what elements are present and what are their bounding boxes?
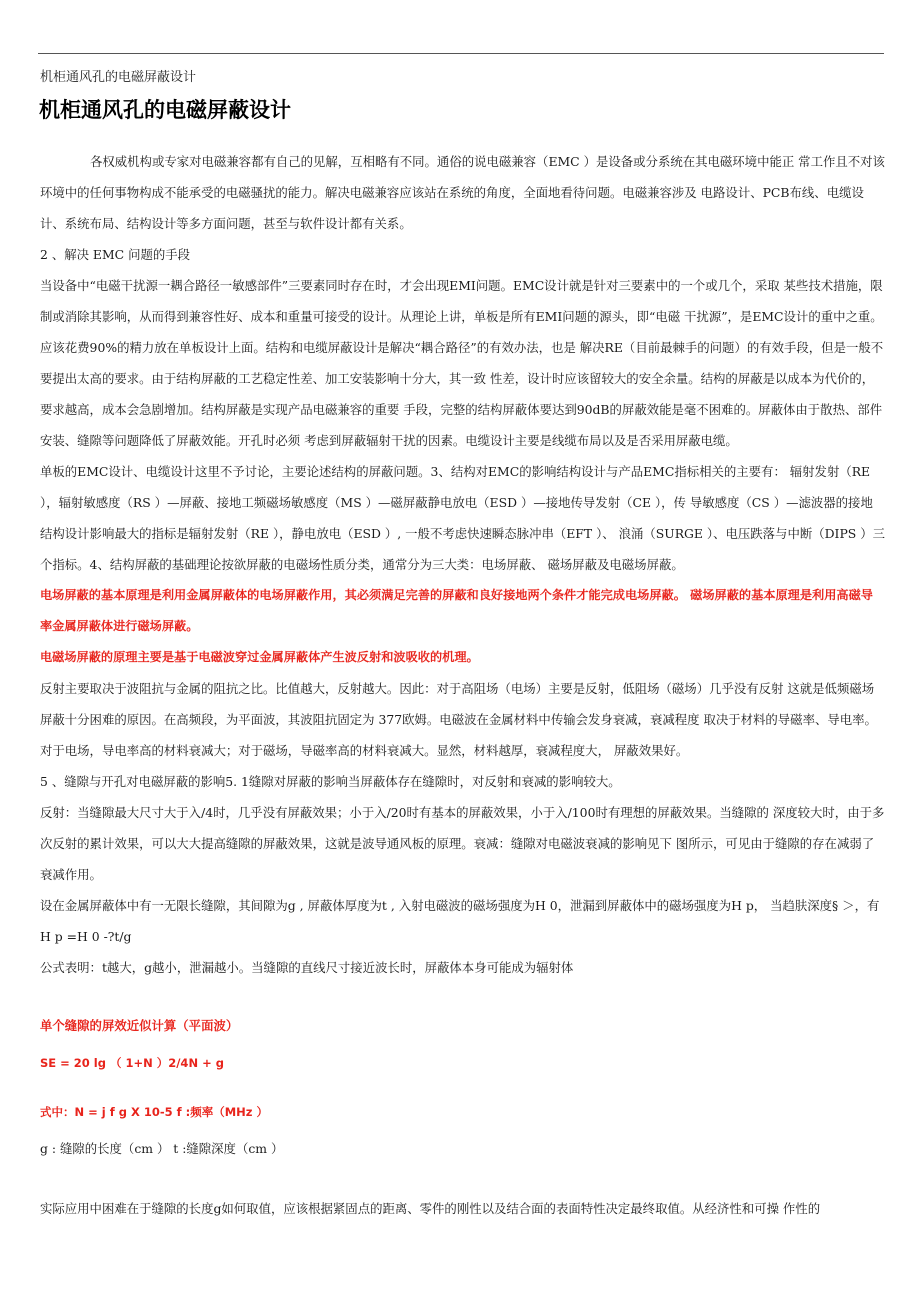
- paragraph-5: 反射主要取决于波阻抗与金属的阻抗之比。比值越大，反射越大。因此：对于高阻场（电场）主要是反射，低阻场（磁场）几乎没有反射 这就是低频磁场屏蔽十分困难的原因。在高频段，为平面波，其波阻抗固定为 377欧姆。电磁波在金属材料中传输会发身衰减，衰减程度 取决于材料的导磁率、导电率。对于电场，导电率高的材料衰减大；对于磁场，导磁率高的材料衰减大。显然，材料越厚，衰减程度大， 屏蔽效果好。: [40, 681, 877, 758]
- paragraph-9: 公式表明：t越大，g越小，泄漏越小。当缝隙的直线尺寸接近波长时，屏蔽体本身可能成为辐射体: [40, 960, 574, 975]
- paragraph-intro: [40, 146, 885, 983]
- red-heading-gap-calc: 单个缝隙的屏效近似计算（平面波）: [40, 1018, 239, 1033]
- formula-where: 式中：N = j f g X 10-5 f :频率（MHz ）: [40, 1105, 268, 1119]
- formula-g-definition: g : 缝隙的长度（cm ） t :缝隙深度（cm ）: [40, 1141, 284, 1156]
- paragraph-10: 实际应用中困难在于缝隙的长度g如何取值，应该根据紧固点的距离、零件的刚性以及结合面的表面特性决定最终取值。从经济性和可操 作性的: [40, 1201, 821, 1216]
- paragraph-4: 单板的EMC设计、电缆设计这里不予讨论，主要论述结构的屏蔽问题。3、结构对EMC的影响结构设计与产品EMC指标相关的主要有： 辐射发射（RE ），辐射敏感度（RS ）—屏蔽、接地工频磁场敏感度（MS ）—磁屏蔽静电放电（ESD ）—接地传导发射（CE ），传 导敏感度（CS ）—滤波器的接地结构设计影响最大的指标是辐射发射（RE ），静电放电（ESD ）, 一般不考虑快速瞬态脉冲串（EFT ）、 浪涌（SURGE ）、电压跌落与中断（DIPS ）三个指标。4、结构屏蔽的基础理论按欲屏蔽的电磁场性质分类，通常分为三大类：电场屏蔽、 磁场屏蔽及电磁场屏蔽。: [40, 464, 885, 572]
- formula-se: SE = 20 lg （ 1+N ）2/4N + g: [40, 1056, 224, 1070]
- paragraph-1: 各权威机构或专家对电磁兼容都有自己的见解，互相略有不同。通俗的说电磁兼容（EMC ）是设备或分系统在其电磁环境中能正 常工作且不对该环境中的任何事物构成不能承受的电磁骚扰的能力。解决电磁兼容应该站在系统的角度，全面地看待问题。电磁兼容涉及 电路设计、PCB布线、电缆设计、系统布局、结构设计等多方面问题，甚至与软件设计都有关系。: [40, 154, 885, 231]
- header-rule: [38, 53, 884, 54]
- red-paragraph-field-shielding: 电场屏蔽的基本原理是利用金属屏蔽体的电场屏蔽作用，其必须满足完善的屏蔽和良好接地两个条件才能完成电场屏蔽。 磁场屏蔽的基本原理是利用高磁导率金属屏蔽体进行磁场屏蔽。: [40, 588, 873, 633]
- paragraph-8: 设在金属屏蔽体中有一无限长缝隙，其间隙为g , 屏蔽体厚度为t , 入射电磁波的磁场强度为H 0，泄漏到屏蔽体中的磁场强度为H p， 当趋肤深度§ ＞，有H p =H 0 -?t/g: [40, 898, 880, 944]
- paragraph-3: 当设备中“电磁干扰源一耦合路径一敏感部件”三要素同时存在时，才会出现EMI问题。EMC设计就是针对三要素中的一个或几个，采取 某些技术措施，限制或消除其影响，从而得到兼容性好、成本和重量可接受的设计。从理论上讲，单板是所有EMI问题的源头，即“电磁 干扰源”，是EMC设计的重中之重。应该花费90%的精力放在单板设计上面。结构和电缆屏蔽设计是解决“耦合路径”的有效办法，也是 解决RE（目前最棘手的问题）的有效手段，但是一般不要提出太高的要求。由于结构屏蔽的工艺稳定性差、加工安装影响十分大，其一致 性差，设计时应该留较大的安全余量。结构的屏蔽是以成本为代价的，要求越高，成本会急剧增加。结构屏蔽是实现产品电磁兼容的重要 手段，完整的结构屏蔽体要达到90dB的屏蔽效能是毫不困难的。屏蔽体由于散热、部件安装、缝隙等问题降低了屏蔽效能。开孔时必须 考虑到屏蔽辐射干扰的因素。电缆设计主要是线缆布局以及是否采用屏蔽电缆。: [40, 278, 884, 448]
- section-heading-2: 2 、解决 EMC 问题的手段: [40, 247, 191, 262]
- red-paragraph-em-shielding: 电磁场屏蔽的原理主要是基于电磁波穿过金属屏蔽体产生波反射和波吸收的机理。: [40, 650, 479, 664]
- paragraph-7: 反射：当缝隙最大尺寸大于入/4时，几乎没有屏蔽效果；小于入/20时有基本的屏蔽效果，小于入/100时有理想的屏蔽效果。当缝隙的 深度较大时，由于多次反射的累计效果，可以大大提高缝隙的屏蔽效果，这就是波导通风板的原理。衰减：缝隙对电磁波衰减的影响见下 图所示，可见由于缝隙的存在减弱了衰减作用。: [40, 805, 885, 882]
- page-title: 机柜通风孔的电磁屏蔽设计: [39, 98, 291, 122]
- paragraph-6: 5 、缝隙与开孔对电磁屏蔽的影响5. 1缝隙对屏蔽的影响当屏蔽体存在缝隙时，对反射和衰减的影响较大。: [40, 774, 621, 789]
- running-header: 机柜通风孔的电磁屏蔽设计: [40, 70, 197, 85]
